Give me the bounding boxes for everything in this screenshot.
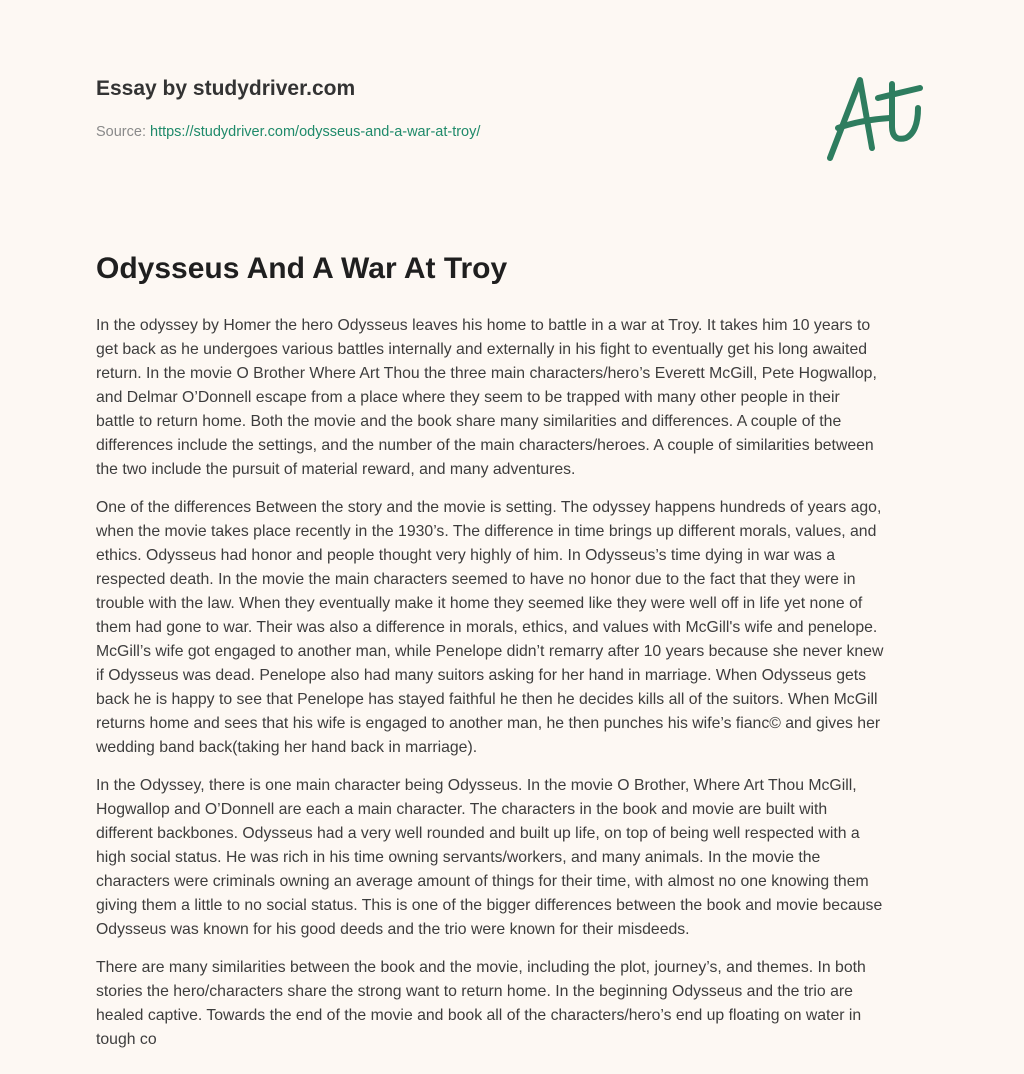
text-line: respected death. In the movie the main characters seemed to have no honor due to the fact that they were in	[96, 571, 856, 588]
text-line: healed captive. Towards the end of the movie and book all of the characters/hero’s end up floating on water in	[96, 1007, 862, 1024]
source-label: Source:	[96, 124, 150, 140]
text-line: and Delmar O’Donnell escape from a place where they seem to be trapped with many other people in their	[96, 389, 840, 406]
text-line: giving them a little to no social status. This is one of the bigger differences between the book and movie because	[96, 897, 883, 914]
text-line: In the Odyssey, there is one main character being Odysseus. In the movie O Brother, Where Art Thou McGill,	[96, 777, 857, 794]
essay-body	[96, 314, 956, 1066]
text-line: One of the differences Between the story and the movie is setting. The odyssey happens hundreds of years ago,	[96, 499, 882, 516]
text-line: them had gone to war. Their was also a difference in morals, ethics, and values with McGill's wife and penelope.	[96, 619, 878, 636]
text-line: when the movie takes place recently in the 1930’s. The difference in time brings up different morals, values, and	[96, 523, 877, 540]
text-line: ethics. Odysseus had honor and people thought very highly of him. In Odysseus’s time dying in war was a	[96, 547, 836, 564]
source-link[interactable]: https://studydriver.com/odysseus-and-a-war-at-troy/	[150, 124, 481, 140]
text-line: wedding band back(taking her hand back in marriage).	[96, 739, 478, 756]
text-line: different backbones. Odysseus had a very well rounded and built up life, on top of being well respected with a	[96, 825, 860, 842]
text-line: stories the hero/characters share the strong want to return home. In the beginning Odysseus and the trio are	[96, 983, 853, 1000]
text-line: characters were criminals owning an average amount of things for their time, with almost no one knowing them	[96, 873, 869, 890]
text-line: return. In the movie O Brother Where Art Thou the three main characters/hero’s Everett McGill, Pete Hogwallop,	[96, 365, 877, 382]
text-line: returns home and sees that his wife is engaged to another man, he then punches his wife’s fianc© and gives her	[96, 715, 881, 732]
text-line: tough co	[96, 1031, 157, 1048]
essay-title: Odysseus And A War At Troy	[96, 252, 508, 285]
essay-paragraph	[96, 956, 956, 1052]
source-line	[96, 124, 480, 140]
text-line: trouble with the law. When they eventually make it home they seemed like they were well off in life yet none of	[96, 595, 863, 612]
essay-paragraph	[96, 314, 956, 482]
a-plus-logo-icon	[820, 68, 930, 168]
essay-paragraph	[96, 496, 956, 760]
text-line: high social status. He was rich in his time owning servants/workers, and many animals. In the movie the	[96, 849, 821, 866]
site-brand: Essay by studydriver.com	[96, 77, 356, 100]
text-line: Odysseus was known for his good deeds and the trio were known for their misdeeds.	[96, 921, 690, 938]
text-line: get back as he undergoes various battles internally and externally in his fight to eventually get his long awaited	[96, 341, 868, 358]
text-line: Hogwallop and O’Donnell are each a main character. The characters in the book and movie are built with	[96, 801, 828, 818]
text-line: differences include the settings, and the number of the main characters/heroes. A couple of similarities between	[96, 437, 874, 454]
text-line: In the odyssey by Homer the hero Odysseus leaves his home to battle in a war at Troy. It takes him 10 years to	[96, 317, 871, 334]
essay-paragraph	[96, 774, 956, 942]
text-line: There are many similarities between the book and the movie, including the plot, journey’s, and themes. In both	[96, 959, 866, 976]
text-line: McGill’s wife got engaged to another man, while Penelope didn’t remarry after 10 years because she never knew	[96, 643, 884, 660]
text-line: if Odysseus was dead. Penelope also had many suitors asking for her hand in marriage. When Odysseus gets	[96, 667, 867, 684]
text-line: battle to return home. Both the movie and the book share many similarities and differences. A couple of the	[96, 413, 842, 430]
text-line: the two include the pursuit of material reward, and many adventures.	[96, 461, 576, 478]
text-line: back he is happy to see that Penelope has stayed faithful he then he decides kills all of the suitors. When McGill	[96, 691, 878, 708]
